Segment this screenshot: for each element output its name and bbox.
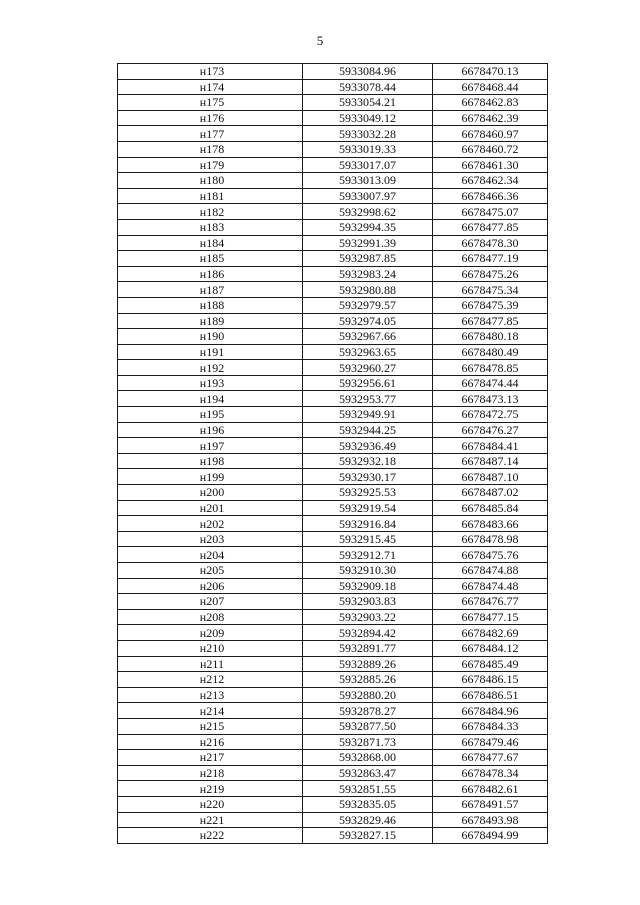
table-row <box>118 297 548 313</box>
table-row <box>118 453 548 469</box>
x-coordinate-cell: 5932994.35 <box>303 219 433 235</box>
x-coordinate-cell: 5932871.73 <box>303 734 433 750</box>
table-row <box>118 578 548 594</box>
table-row <box>118 469 548 485</box>
x-coordinate-cell: 5933007.97 <box>303 188 433 204</box>
table-row <box>118 625 548 641</box>
x-coordinate-cell: 5932930.17 <box>303 469 433 485</box>
table-row <box>118 828 548 844</box>
x-coordinate-cell: 5933054.21 <box>303 95 433 111</box>
point-number-cell: н191 <box>118 344 303 360</box>
table-row <box>118 375 548 391</box>
point-number-cell: н221 <box>118 812 303 828</box>
x-coordinate-cell: 5932868.00 <box>303 750 433 766</box>
table-row <box>118 251 548 267</box>
point-number-cell: н178 <box>118 141 303 157</box>
table-row <box>118 531 548 547</box>
y-coordinate-cell: 6678472.75 <box>433 407 548 423</box>
x-coordinate-cell: 5932932.18 <box>303 453 433 469</box>
point-number-cell: н202 <box>118 516 303 532</box>
x-coordinate-cell: 5932885.26 <box>303 672 433 688</box>
point-number-cell: н174 <box>118 79 303 95</box>
y-coordinate-cell: 6678479.46 <box>433 734 548 750</box>
y-coordinate-cell: 6678461.30 <box>433 157 548 173</box>
y-coordinate-cell: 6678462.39 <box>433 110 548 126</box>
point-number-cell: н176 <box>118 110 303 126</box>
table-row <box>118 765 548 781</box>
y-coordinate-cell: 6678474.44 <box>433 375 548 391</box>
point-number-cell: н201 <box>118 500 303 516</box>
point-number-cell: н192 <box>118 360 303 376</box>
table-row <box>118 219 548 235</box>
table-row <box>118 391 548 407</box>
x-coordinate-cell: 5932880.20 <box>303 687 433 703</box>
x-coordinate-cell: 5932903.22 <box>303 609 433 625</box>
y-coordinate-cell: 6678484.12 <box>433 640 548 656</box>
x-coordinate-cell: 5932949.91 <box>303 407 433 423</box>
y-coordinate-cell: 6678477.85 <box>433 219 548 235</box>
table-row <box>118 687 548 703</box>
point-number-cell: н197 <box>118 438 303 454</box>
point-number-cell: н205 <box>118 563 303 579</box>
table-row <box>118 360 548 376</box>
x-coordinate-cell: 5932944.25 <box>303 422 433 438</box>
x-coordinate-cell: 5932903.83 <box>303 594 433 610</box>
point-number-cell: н187 <box>118 282 303 298</box>
table-row <box>118 204 548 220</box>
y-coordinate-cell: 6678483.66 <box>433 516 548 532</box>
x-coordinate-cell: 5932998.62 <box>303 204 433 220</box>
table-row <box>118 235 548 251</box>
table-row <box>118 95 548 111</box>
x-coordinate-cell: 5932851.55 <box>303 781 433 797</box>
x-coordinate-cell: 5933017.07 <box>303 157 433 173</box>
x-coordinate-cell: 5932991.39 <box>303 235 433 251</box>
table-row <box>118 609 548 625</box>
table-row <box>118 266 548 282</box>
point-number-cell: н183 <box>118 219 303 235</box>
point-number-cell: н190 <box>118 329 303 345</box>
point-number-cell: н188 <box>118 297 303 313</box>
y-coordinate-cell: 6678482.69 <box>433 625 548 641</box>
table-row <box>118 516 548 532</box>
x-coordinate-cell: 5933078.44 <box>303 79 433 95</box>
point-number-cell: н216 <box>118 734 303 750</box>
y-coordinate-cell: 6678476.77 <box>433 594 548 610</box>
y-coordinate-cell: 6678460.72 <box>433 141 548 157</box>
table-row <box>118 656 548 672</box>
table-row <box>118 64 548 80</box>
point-number-cell: н177 <box>118 126 303 142</box>
x-coordinate-cell: 5933013.09 <box>303 173 433 189</box>
x-coordinate-cell: 5933084.96 <box>303 64 433 80</box>
y-coordinate-cell: 6678478.30 <box>433 235 548 251</box>
y-coordinate-cell: 6678478.98 <box>433 531 548 547</box>
x-coordinate-cell: 5932987.85 <box>303 251 433 267</box>
point-number-cell: н184 <box>118 235 303 251</box>
point-number-cell: н181 <box>118 188 303 204</box>
y-coordinate-cell: 6678477.67 <box>433 750 548 766</box>
y-coordinate-cell: 6678478.85 <box>433 360 548 376</box>
x-coordinate-cell: 5932974.05 <box>303 313 433 329</box>
point-number-cell: н175 <box>118 95 303 111</box>
table-row <box>118 812 548 828</box>
point-number-cell: н208 <box>118 609 303 625</box>
y-coordinate-cell: 6678487.14 <box>433 453 548 469</box>
point-number-cell: н212 <box>118 672 303 688</box>
point-number-cell: н200 <box>118 485 303 501</box>
table-row <box>118 703 548 719</box>
y-coordinate-cell: 6678468.44 <box>433 79 548 95</box>
x-coordinate-cell: 5932983.24 <box>303 266 433 282</box>
y-coordinate-cell: 6678462.83 <box>433 95 548 111</box>
x-coordinate-cell: 5932891.77 <box>303 640 433 656</box>
point-number-cell: н206 <box>118 578 303 594</box>
x-coordinate-cell: 5932916.84 <box>303 516 433 532</box>
table-row <box>118 422 548 438</box>
point-number-cell: н189 <box>118 313 303 329</box>
table-row <box>118 141 548 157</box>
y-coordinate-cell: 6678460.97 <box>433 126 548 142</box>
point-number-cell: н193 <box>118 375 303 391</box>
point-number-cell: н199 <box>118 469 303 485</box>
point-number-cell: н213 <box>118 687 303 703</box>
point-number-cell: н196 <box>118 422 303 438</box>
point-number-cell: н207 <box>118 594 303 610</box>
point-number-cell: н203 <box>118 531 303 547</box>
point-number-cell: н214 <box>118 703 303 719</box>
coordinates-table-body <box>118 64 548 844</box>
x-coordinate-cell: 5932936.49 <box>303 438 433 454</box>
y-coordinate-cell: 6678466.36 <box>433 188 548 204</box>
point-number-cell: н179 <box>118 157 303 173</box>
y-coordinate-cell: 6678478.34 <box>433 765 548 781</box>
x-coordinate-cell: 5932910.30 <box>303 563 433 579</box>
table-row <box>118 407 548 423</box>
table-row <box>118 640 548 656</box>
x-coordinate-cell: 5932835.05 <box>303 796 433 812</box>
table-row <box>118 718 548 734</box>
x-coordinate-cell: 5932919.54 <box>303 500 433 516</box>
point-number-cell: н173 <box>118 64 303 80</box>
point-number-cell: н198 <box>118 453 303 469</box>
table-row <box>118 188 548 204</box>
y-coordinate-cell: 6678477.85 <box>433 313 548 329</box>
table-row <box>118 329 548 345</box>
x-coordinate-cell: 5933049.12 <box>303 110 433 126</box>
table-row <box>118 500 548 516</box>
y-coordinate-cell: 6678474.48 <box>433 578 548 594</box>
x-coordinate-cell: 5933019.33 <box>303 141 433 157</box>
table-row <box>118 672 548 688</box>
x-coordinate-cell: 5932967.66 <box>303 329 433 345</box>
table-row <box>118 563 548 579</box>
y-coordinate-cell: 6678487.02 <box>433 485 548 501</box>
table-row <box>118 79 548 95</box>
point-number-cell: н222 <box>118 828 303 844</box>
point-number-cell: н219 <box>118 781 303 797</box>
page-number: 5 <box>316 33 324 48</box>
table-row <box>118 547 548 563</box>
x-coordinate-cell: 5933032.28 <box>303 126 433 142</box>
table-row <box>118 781 548 797</box>
x-coordinate-cell: 5932979.57 <box>303 297 433 313</box>
x-coordinate-cell: 5932878.27 <box>303 703 433 719</box>
y-coordinate-cell: 6678475.76 <box>433 547 548 563</box>
point-number-cell: н186 <box>118 266 303 282</box>
point-number-cell: н215 <box>118 718 303 734</box>
table-row <box>118 734 548 750</box>
point-number-cell: н218 <box>118 765 303 781</box>
x-coordinate-cell: 5932889.26 <box>303 656 433 672</box>
x-coordinate-cell: 5932829.46 <box>303 812 433 828</box>
table-row <box>118 750 548 766</box>
y-coordinate-cell: 6678473.13 <box>433 391 548 407</box>
x-coordinate-cell: 5932963.65 <box>303 344 433 360</box>
table-row <box>118 438 548 454</box>
table-row <box>118 485 548 501</box>
y-coordinate-cell: 6678475.34 <box>433 282 548 298</box>
point-number-cell: н180 <box>118 173 303 189</box>
table-row <box>118 110 548 126</box>
x-coordinate-cell: 5932956.61 <box>303 375 433 391</box>
point-number-cell: н210 <box>118 640 303 656</box>
y-coordinate-cell: 6678486.15 <box>433 672 548 688</box>
x-coordinate-cell: 5932960.27 <box>303 360 433 376</box>
point-number-cell: н195 <box>118 407 303 423</box>
y-coordinate-cell: 6678491.57 <box>433 796 548 812</box>
y-coordinate-cell: 6678477.15 <box>433 609 548 625</box>
y-coordinate-cell: 6678475.26 <box>433 266 548 282</box>
y-coordinate-cell: 6678485.84 <box>433 500 548 516</box>
y-coordinate-cell: 6678480.49 <box>433 344 548 360</box>
y-coordinate-cell: 6678493.98 <box>433 812 548 828</box>
y-coordinate-cell: 6678494.99 <box>433 828 548 844</box>
point-number-cell: н217 <box>118 750 303 766</box>
x-coordinate-cell: 5932925.53 <box>303 485 433 501</box>
y-coordinate-cell: 6678487.10 <box>433 469 548 485</box>
point-number-cell: н182 <box>118 204 303 220</box>
y-coordinate-cell: 6678462.34 <box>433 173 548 189</box>
y-coordinate-cell: 6678474.88 <box>433 563 548 579</box>
x-coordinate-cell: 5932894.42 <box>303 625 433 641</box>
point-number-cell: н204 <box>118 547 303 563</box>
x-coordinate-cell: 5932912.71 <box>303 547 433 563</box>
y-coordinate-cell: 6678475.39 <box>433 297 548 313</box>
x-coordinate-cell: 5932980.88 <box>303 282 433 298</box>
y-coordinate-cell: 6678484.33 <box>433 718 548 734</box>
point-number-cell: н211 <box>118 656 303 672</box>
y-coordinate-cell: 6678476.27 <box>433 422 548 438</box>
y-coordinate-cell: 6678485.49 <box>433 656 548 672</box>
x-coordinate-cell: 5932877.50 <box>303 718 433 734</box>
y-coordinate-cell: 6678486.51 <box>433 687 548 703</box>
coordinates-table <box>117 63 548 844</box>
y-coordinate-cell: 6678470.13 <box>433 64 548 80</box>
y-coordinate-cell: 6678477.19 <box>433 251 548 267</box>
point-number-cell: н209 <box>118 625 303 641</box>
point-number-cell: н185 <box>118 251 303 267</box>
table-row <box>118 282 548 298</box>
y-coordinate-cell: 6678484.96 <box>433 703 548 719</box>
x-coordinate-cell: 5932827.15 <box>303 828 433 844</box>
y-coordinate-cell: 6678484.41 <box>433 438 548 454</box>
table-row <box>118 313 548 329</box>
y-coordinate-cell: 6678480.18 <box>433 329 548 345</box>
x-coordinate-cell: 5932915.45 <box>303 531 433 547</box>
point-number-cell: н220 <box>118 796 303 812</box>
y-coordinate-cell: 6678482.61 <box>433 781 548 797</box>
x-coordinate-cell: 5932863.47 <box>303 765 433 781</box>
table-row <box>118 157 548 173</box>
table-row <box>118 173 548 189</box>
table-row <box>118 126 548 142</box>
x-coordinate-cell: 5932909.18 <box>303 578 433 594</box>
point-number-cell: н194 <box>118 391 303 407</box>
x-coordinate-cell: 5932953.77 <box>303 391 433 407</box>
table-row <box>118 344 548 360</box>
table-row <box>118 594 548 610</box>
y-coordinate-cell: 6678475.07 <box>433 204 548 220</box>
table-row <box>118 796 548 812</box>
